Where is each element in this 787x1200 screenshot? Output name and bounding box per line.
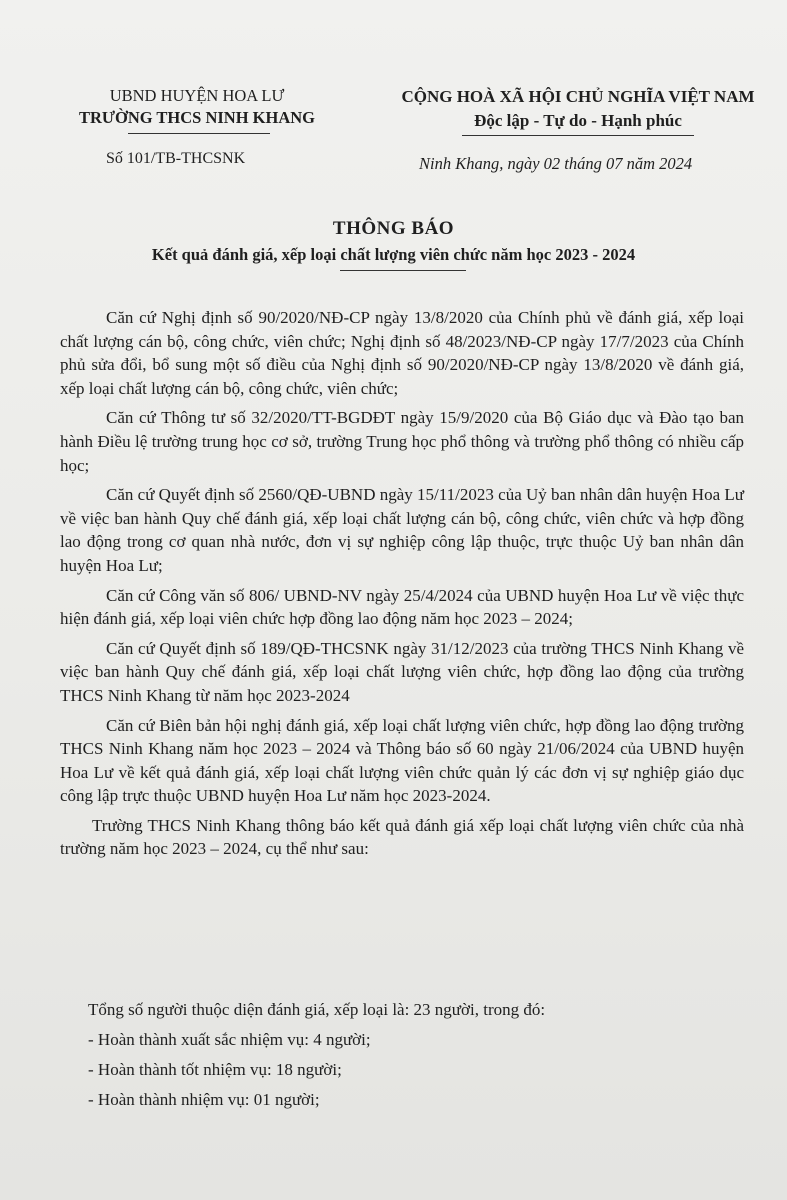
paragraph-announcement: Trường THCS Ninh Khang thông báo kết quả đánh giá xếp loại chất lượng viên chức của nhà trường năm học 2023 – 2024, cụ thể như sau: bbox=[60, 815, 744, 859]
document-title: THÔNG BÁO bbox=[332, 218, 455, 239]
results-good: - Hoàn thành tốt nhiệm vụ: 18 người; bbox=[88, 1060, 342, 1079]
issuer-school: TRƯỜNG THCS NINH KHANG bbox=[78, 108, 316, 127]
issuer-underline bbox=[128, 133, 270, 134]
paragraph-decision-189: Căn cứ Quyết định số 189/QĐ-THCSNK ngày 31/12/2023 của trường THCS Ninh Khang về việc ban hành Quy chế đánh giá, xếp loại chất lượng viên chức, hợp đồng lao động của trường THCS Ninh Khang từ năm học 2023-2024 bbox=[60, 638, 744, 705]
national-title: CỘNG HOÀ XÃ HỘI CHỦ NGHĨA VIỆT NAM bbox=[401, 87, 755, 106]
motto-underline bbox=[462, 135, 694, 136]
paragraph-official-letter: Căn cứ Công văn số 806/ UBND-NV ngày 25/4/2024 của UBND huyện Hoa Lư về việc thực hiện đánh giá, xếp loại viên chức hợp đồng lao động năm học 2023 – 2024; bbox=[60, 585, 744, 629]
paragraph-decree: Căn cứ Nghị định số 90/2020/NĐ-CP ngày 13/8/2020 của Chính phủ về đánh giá, xếp loại chất lượng cán bộ, công chức, viên chức; Nghị định số 48/2023/NĐ-CP ngày 17/7/2023 của Chính phủ sửa đổi, bổ sung một số điều của Nghị định số 90/2020/NĐ-CP ngày 13/8/2020 về đánh giá, xếp loại chất lượng cán bộ, công chức, viên chức; bbox=[60, 308, 744, 398]
place-date: Ninh Khang, ngày 02 tháng 07 năm 2024 bbox=[419, 154, 693, 173]
document-subtitle: Kết quả đánh giá, xếp loại chất lượng viên chức năm học 2023 - 2024 bbox=[151, 245, 636, 264]
national-motto: Độc lập - Tự do - Hạnh phúc bbox=[474, 111, 682, 130]
paragraph-minutes: Căn cứ Biên bản hội nghị đánh giá, xếp loại chất lượng viên chức, hợp đồng lao động trường THCS Ninh Khang năm học 2023 – 2024 và Thông báo số 60 ngày 21/06/2024 của UBND huyện Hoa Lư về kết quả đánh giá, xếp loại chất lượng viên chức quản lý các đơn vị sự nghiệp giáo dục công lập trực thuộc UBND huyện Hoa Lư năm học 2023-2024. bbox=[60, 715, 744, 806]
document-body bbox=[60, 306, 744, 867]
document-number: Số 101/TB-THCSNK bbox=[106, 150, 246, 167]
results-excellent: - Hoàn thành xuất sắc nhiệm vụ: 4 người; bbox=[88, 1030, 371, 1049]
subtitle-underline bbox=[340, 270, 466, 271]
issuer-authority: UBND HUYỆN HOA LƯ bbox=[109, 86, 285, 105]
issuer-block bbox=[62, 85, 332, 129]
paragraph-circular: Căn cứ Thông tư số 32/2020/TT-BGDĐT ngày 15/9/2020 của Bộ Giáo dục và Đào tạo ban hành Điều lệ trường trung học cơ sở, trường Trung học phổ thông và trường phổ thông có nhiều cấp học; bbox=[60, 408, 744, 475]
national-header bbox=[382, 85, 774, 133]
results-total: Tổng số người thuộc diện đánh giá, xếp loại là: 23 người, trong đó: bbox=[88, 1000, 546, 1019]
results-list bbox=[88, 995, 545, 1115]
paragraph-decision-2560: Căn cứ Quyết định số 2560/QĐ-UBND ngày 15/11/2023 của Uỷ ban nhân dân huyện Hoa Lư về việc ban hành Quy chế đánh giá, xếp loại chất lượng cán bộ, công chức, viên chức và hợp đồng lao động trong cơ quan nhà nước, đơn vị sự nghiệp công lập thuộc, trực thuộc Uỷ ban nhân dân huyện Hoa Lư; bbox=[60, 485, 744, 575]
results-completed: - Hoàn thành nhiệm vụ: 01 người; bbox=[88, 1090, 320, 1109]
